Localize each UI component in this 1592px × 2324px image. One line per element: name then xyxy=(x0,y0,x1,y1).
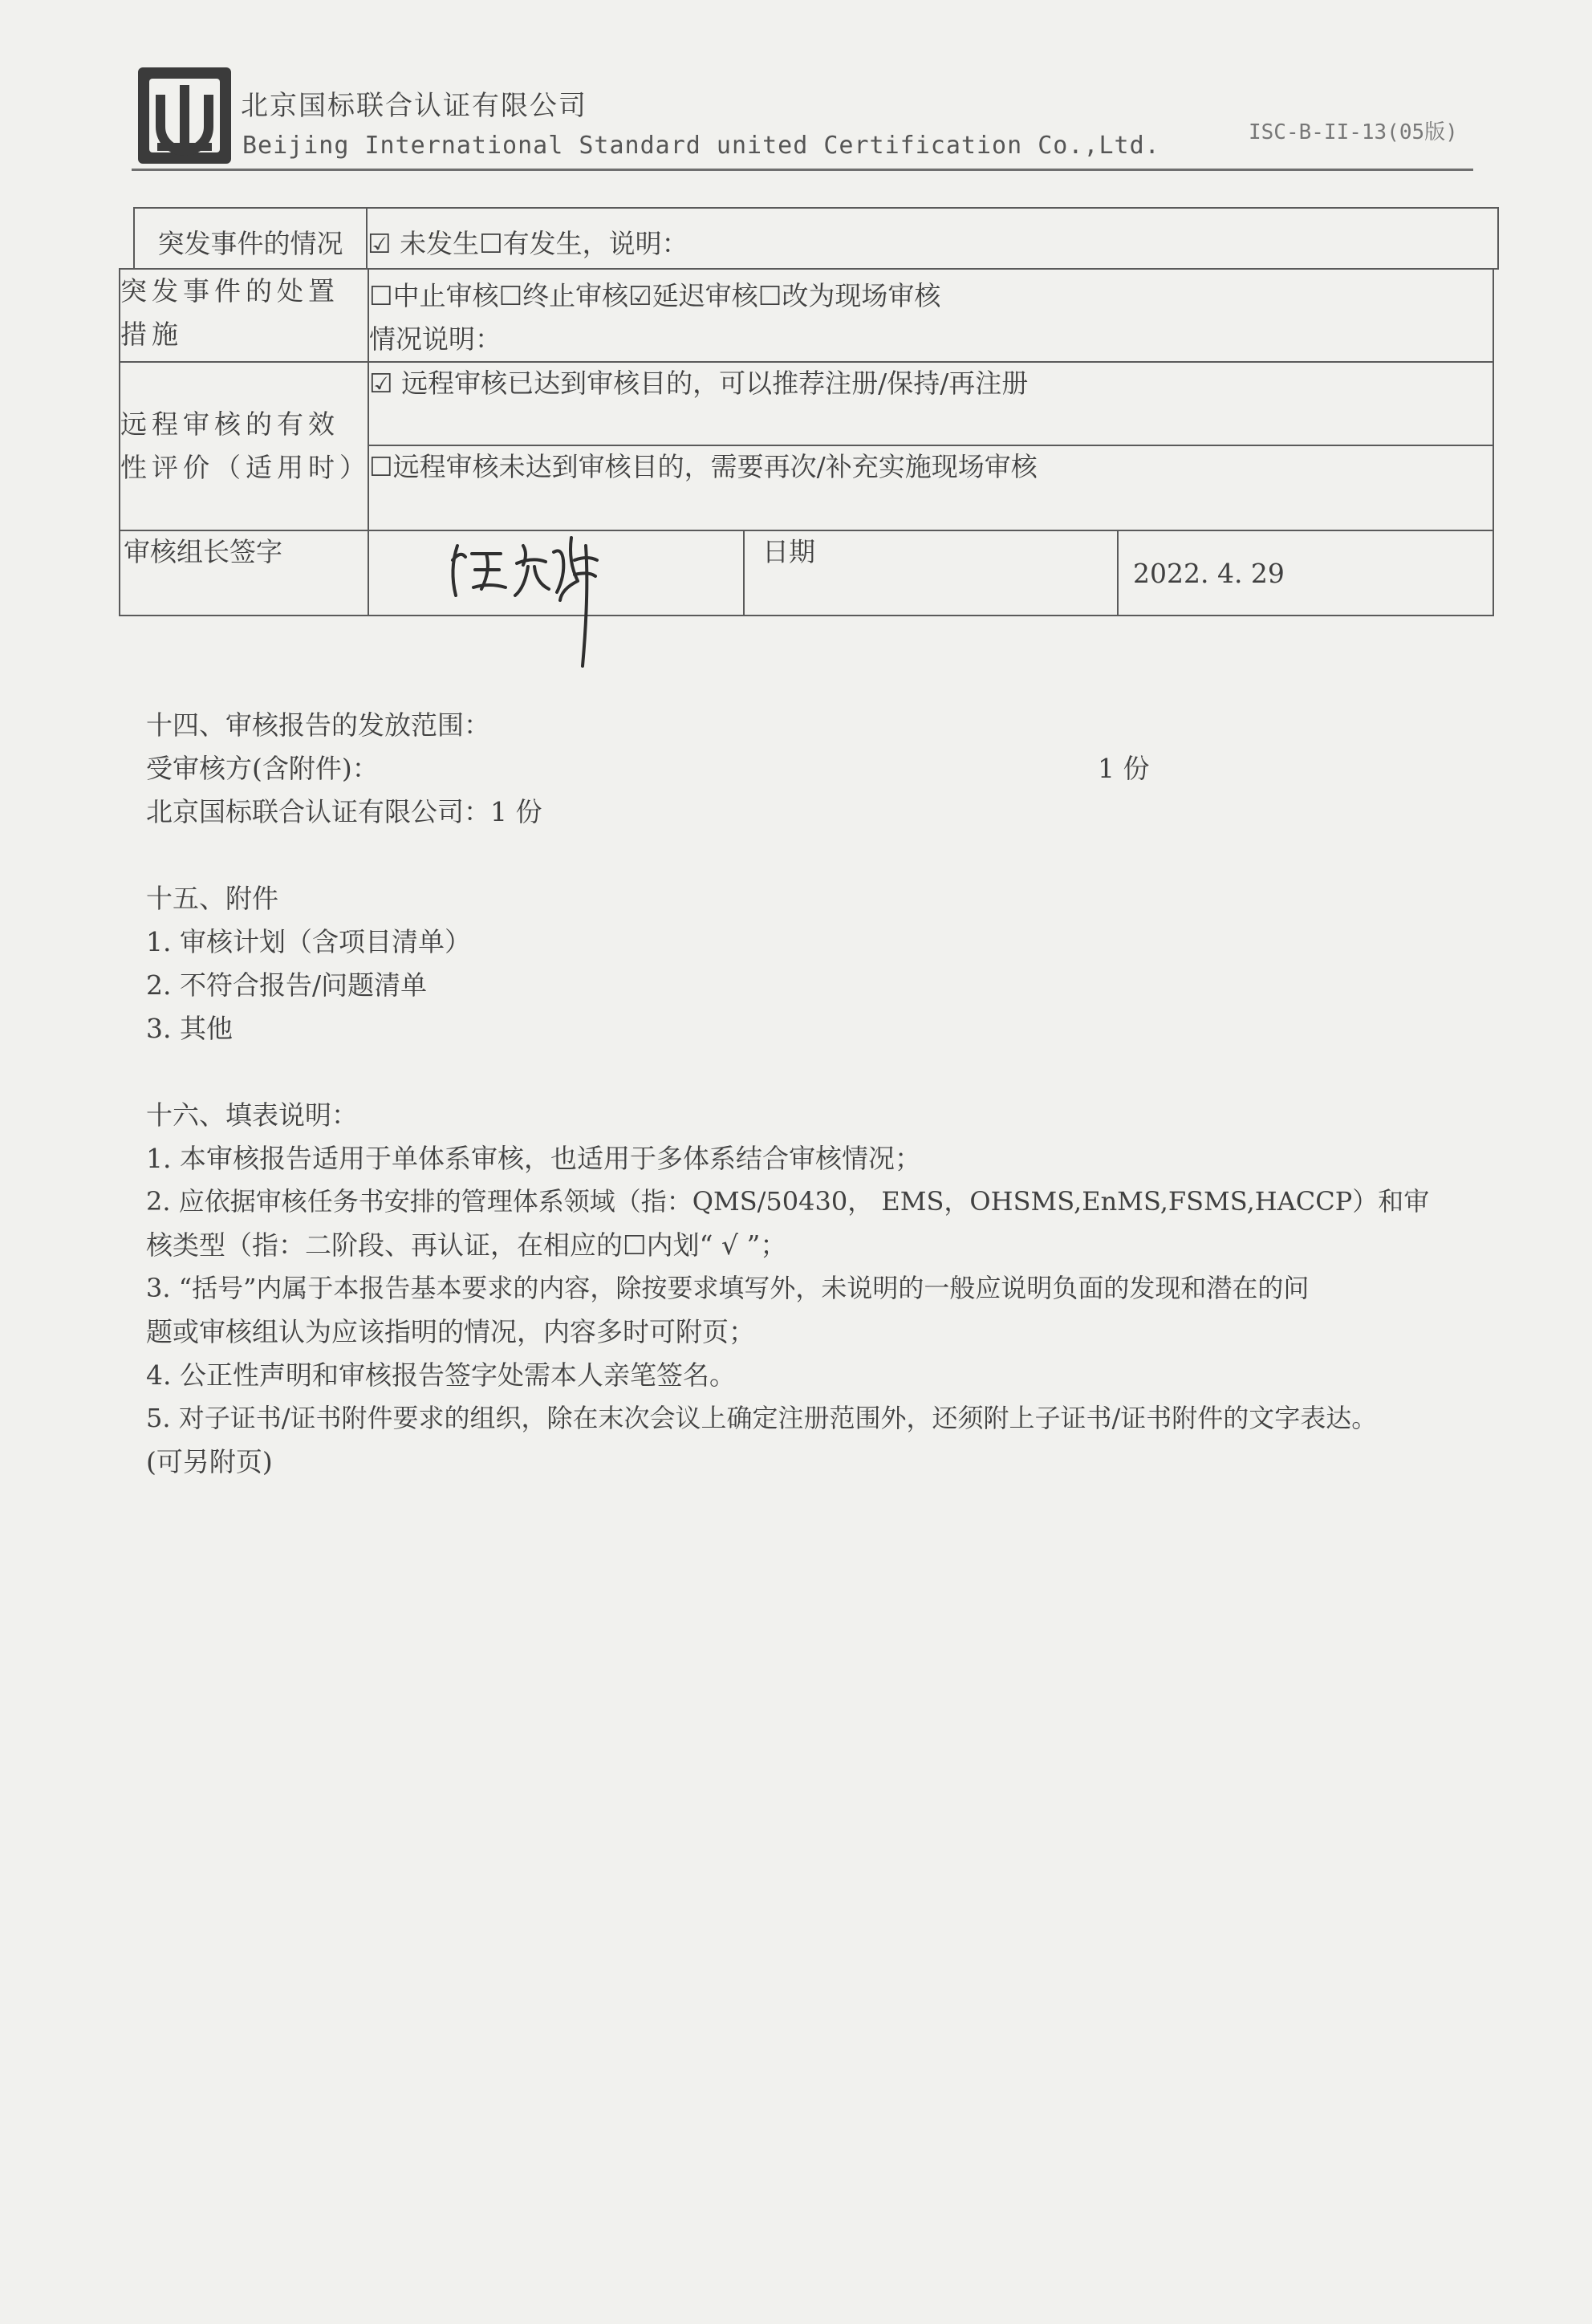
attachment-item: 2. 不符合报告/问题清单 xyxy=(146,969,428,1001)
distribution-auditee: 受审核方(含附件)： xyxy=(146,753,379,784)
incident-handling-cell xyxy=(368,269,1493,362)
incident-status-value: ☑ 未发生☐有发生，说明： xyxy=(367,208,1498,269)
handwritten-signature xyxy=(433,514,634,674)
incident-handling-note: 情况说明： xyxy=(369,323,502,355)
team-leader-signature-label: 审核组长签字 xyxy=(120,530,368,616)
incident-status-label: 突发事件的情况 xyxy=(134,208,367,269)
instruction-line: 题或审核组认为应该指明的情况，内容多时可附页； xyxy=(146,1316,755,1347)
date-label: 日期 xyxy=(744,530,1118,616)
instruction-line: 5. 对子证书/证书附件要求的组织，除在末次会议上确定注册范围外，还须附上子证书/证书附件的文字表达。 xyxy=(146,1403,1378,1433)
company-name-cn: 北京国标联合认证有限公司 xyxy=(241,90,587,122)
document-code: ISC-B-II-13(05版) xyxy=(1249,120,1458,144)
section-15-title: 十五、附件 xyxy=(146,883,278,914)
instruction-line: 1. 本审核报告适用于单体系审核，也适用于多体系结合审核情况； xyxy=(146,1143,921,1174)
instruction-line: 3. “括号”内属于本报告基本要求的内容，除按要求填写外，未说明的一般应说明负面的发现和潜在的问 xyxy=(146,1273,1310,1303)
distribution-company: 北京国标联合认证有限公司：1 份 xyxy=(146,796,542,827)
remote-audit-achieved-option: ☑ 远程审核已达到审核目的，可以推荐注册/保持/再注册 xyxy=(368,362,1493,445)
header-divider xyxy=(132,169,1473,171)
audit-evaluation-table xyxy=(119,268,1494,616)
instruction-line: 2. 应依据审核任务书安排的管理体系领域（指：QMS/50430， EMS，OHSMS,EnMS,FSMS,HACCP）和审 xyxy=(146,1186,1430,1217)
attachment-item: 1. 审核计划（含项目清单） xyxy=(146,926,471,957)
instruction-line: 核类型（指：二阶段、再认证，在相应的☐内划“ √ ”； xyxy=(146,1229,787,1261)
instruction-line: 4. 公正性声明和审核报告签字处需本人亲笔签名。 xyxy=(146,1359,736,1391)
remote-audit-not-achieved-option: ☐远程审核未达到审核目的，需要再次/补充实施现场审核 xyxy=(368,445,1493,530)
attachment-item: 3. 其他 xyxy=(146,1013,233,1044)
distribution-auditee-copies: 1 份 xyxy=(1098,753,1150,784)
company-name-en: Beijing International Standard united Certification Co.,Ltd. xyxy=(242,132,1160,160)
instruction-line: (可另附页) xyxy=(146,1446,273,1477)
incident-status-table xyxy=(133,207,1499,270)
section-14-title: 十四、审核报告的发放范围： xyxy=(146,709,490,741)
section-16-title: 十六、填表说明： xyxy=(146,1099,358,1131)
remote-audit-evaluation-label: 远程审核的有效性评价（适用时） xyxy=(120,362,368,530)
incident-handling-label: 突发事件的处置措施 xyxy=(120,269,368,362)
company-logo xyxy=(135,64,234,167)
incident-handling-options: ☐中止审核☐终止审核☑延迟审核☐改为现场审核 xyxy=(369,280,941,311)
date-value: 2022. 4. 29 xyxy=(1118,530,1493,616)
